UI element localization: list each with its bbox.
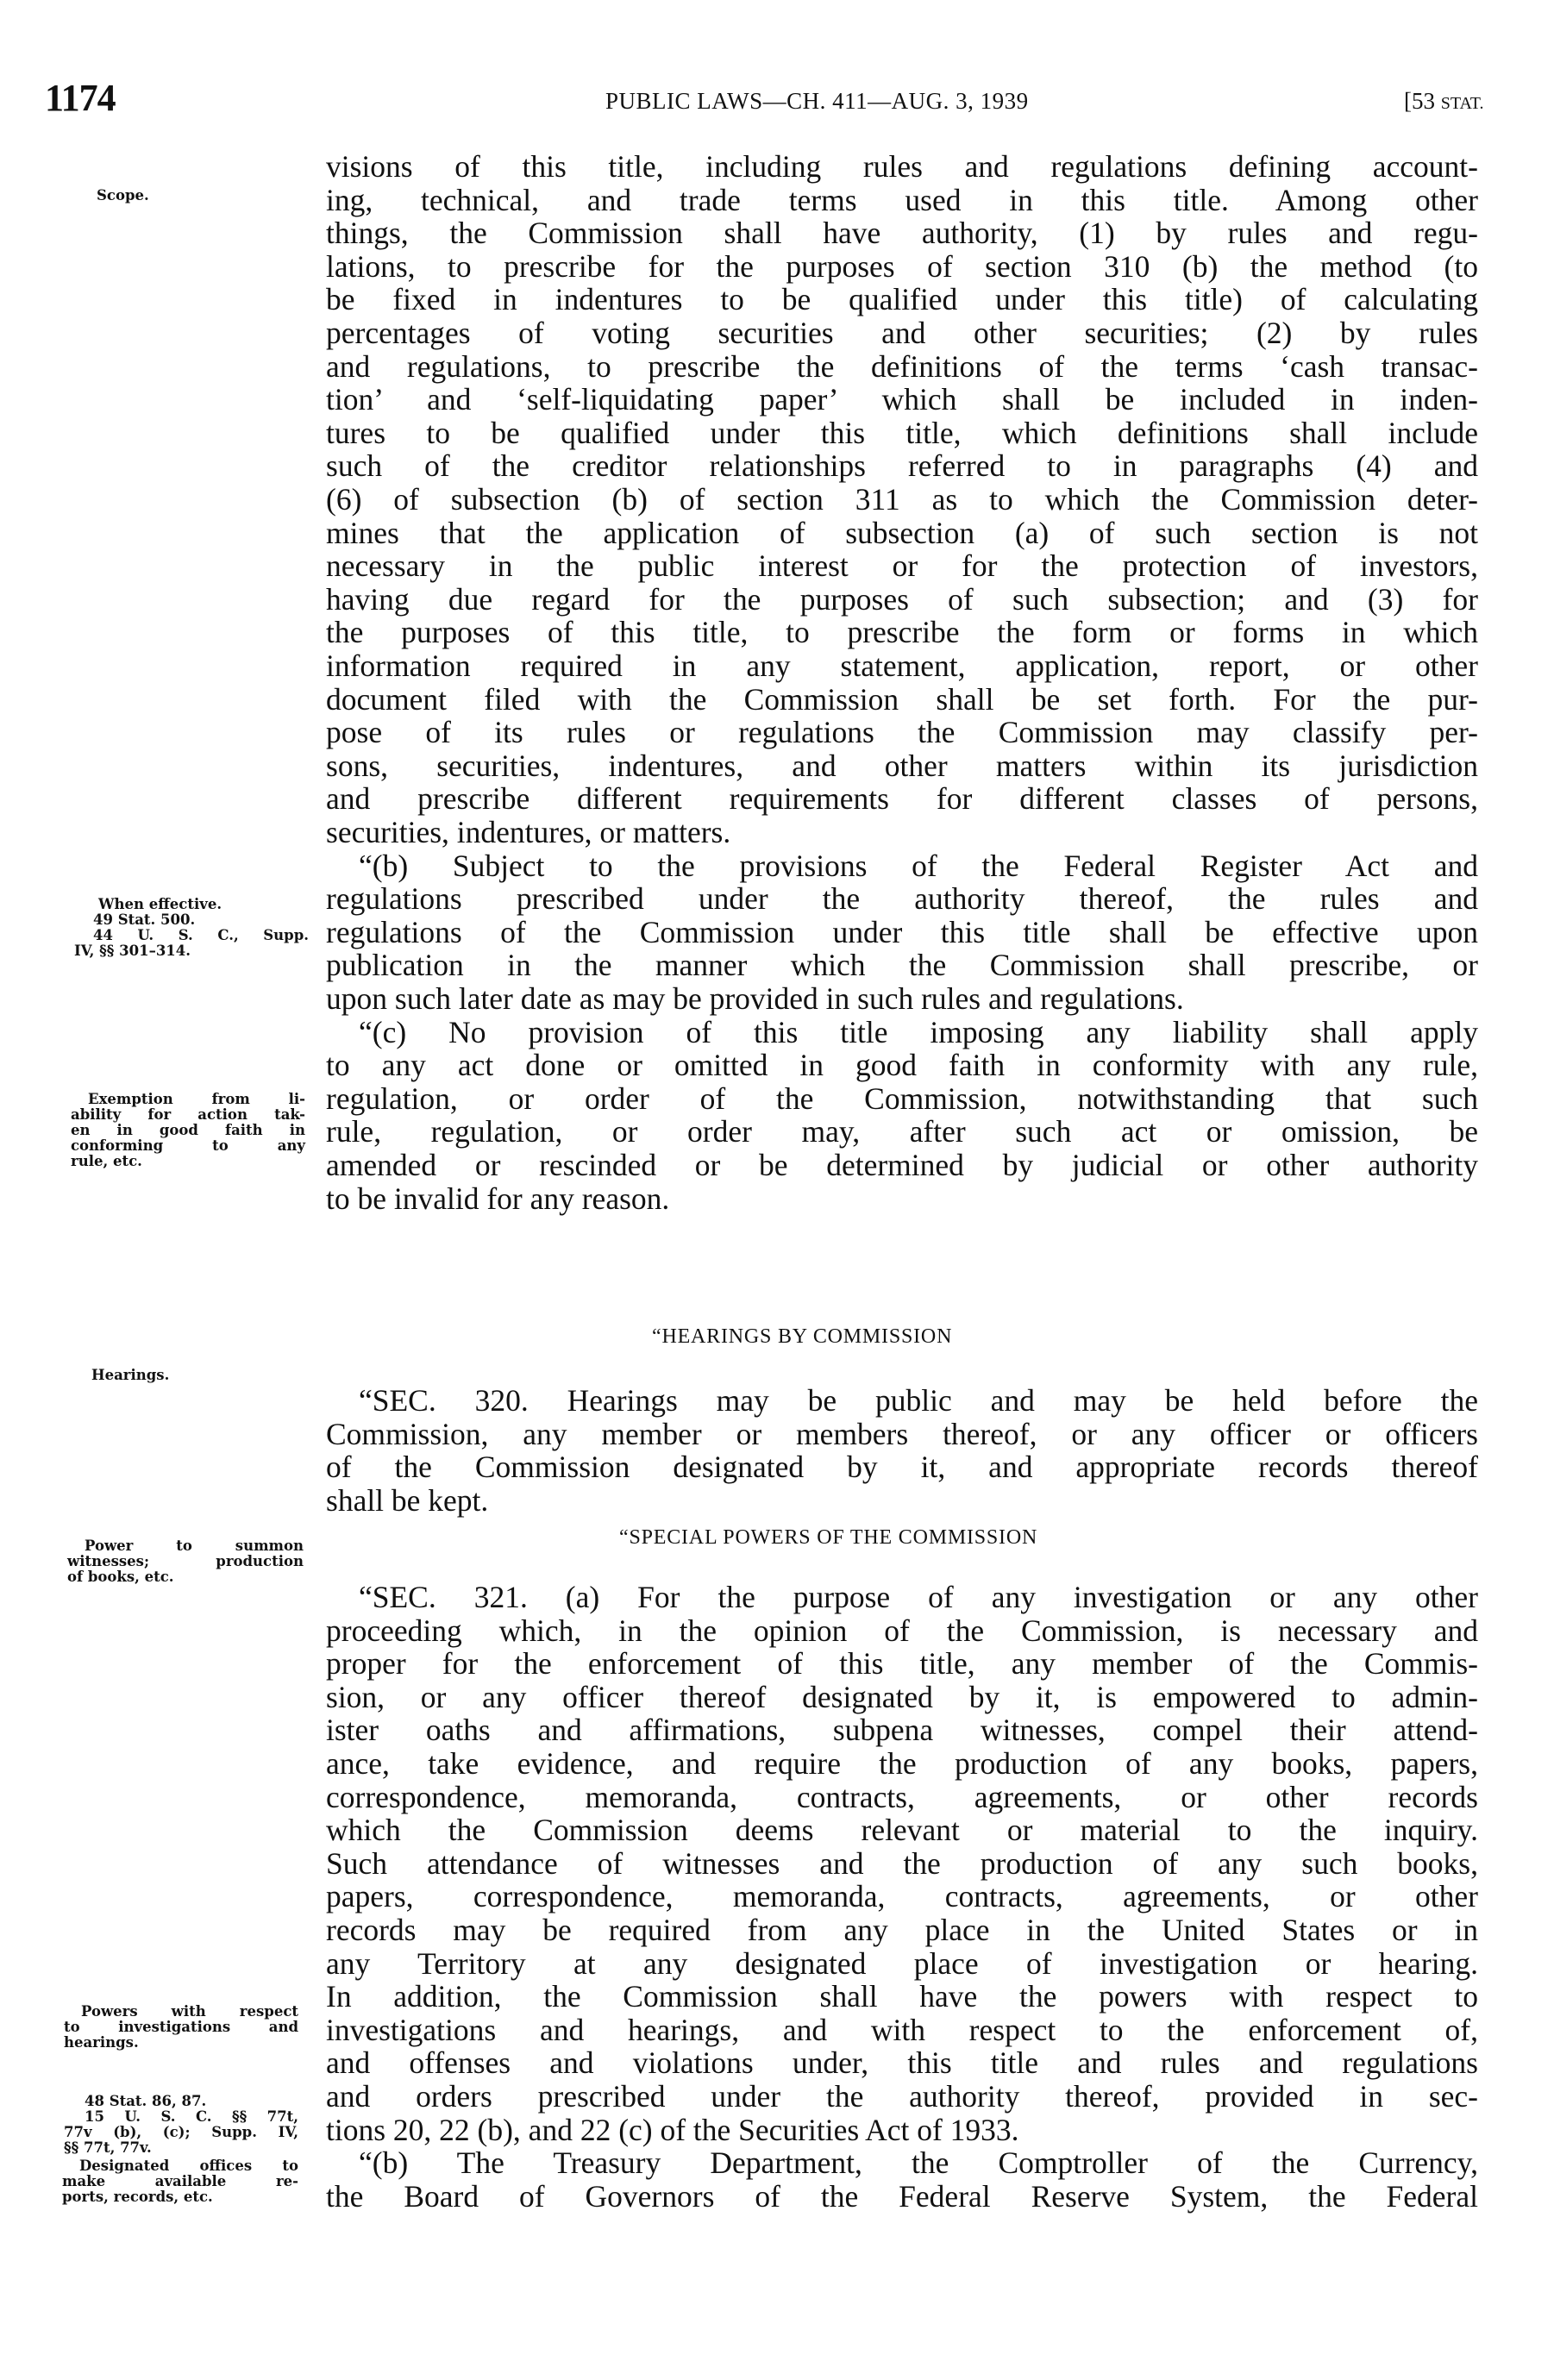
text-line: proceeding which, in the opinion of the Commission, is necessary and (326, 1613, 1478, 1648)
text-line: pose of its rules or regulations the Commission may classify per- (326, 715, 1478, 750)
text-line: “(b) The Treasury Department, the Comptroller of the Currency, (359, 2145, 1478, 2181)
text-line: the Board of Governors of the Federal Reserve System, the Federal (326, 2178, 1478, 2214)
text-line: proper for the enforcement of this title, any member of the Commis- (326, 1646, 1478, 1682)
text-line: “SEC. 321. (a) For the purpose of any investigation or any other (359, 1580, 1478, 1614)
text-line: and offenses and violations under, this title and rules and regulations (326, 2045, 1478, 2081)
text-line: tions 20, 22 (b), and 22 (c) of the Securities Act of 1933. (326, 2112, 1019, 2147)
margin-note-line: Powers with respect (81, 2003, 298, 2020)
margin-note-line: ability for action tak- (71, 1106, 305, 1123)
text-line: correspondence, memoranda, contracts, agreements, or other records (326, 1779, 1478, 1814)
margin-note-line: ports, records, etc. (62, 2189, 213, 2205)
text-line: visions of this title, including rules and regulations defining account- (326, 149, 1478, 184)
margin-note-line: make available re- (62, 2173, 298, 2189)
text-line: and regulations, to prescribe the definitions of the terms ‘cash transac- (326, 348, 1478, 384)
text-line: upon such later date as may be provided in such rules and regulations. (326, 981, 1184, 1016)
text-line: tures to be qualified under this title, which definitions shall include (326, 415, 1478, 450)
text-line: necessary in the public interest or for the protection of investors, (326, 548, 1478, 584)
margin-note-powers-with-respect (64, 2004, 298, 2051)
text-line: lations, to prescribe for the purposes of section 310 (b) the method (to (326, 248, 1478, 284)
text-line: percentages of voting securities and other securities; (2) by rules (326, 316, 1478, 350)
margin-note-line: Scope. (97, 187, 149, 204)
page-number: 1174 (45, 77, 116, 119)
margin-note-line: rule, etc. (71, 1153, 142, 1169)
margin-note-line: of books, etc. (67, 1569, 174, 1585)
text-line: “(c) No provision of this title imposing any liability shall apply (359, 1014, 1478, 1049)
margin-note-citations (64, 2094, 298, 2156)
text-line: ing, technical, and trade terms used in this title. Among other (326, 182, 1478, 217)
text-line: any Territory at any designated place of investigation or hearing. (326, 1945, 1478, 1981)
text-line: document filed with the Commission shall be set forth. For the pur- (326, 681, 1478, 717)
margin-note-hearings (91, 1368, 212, 1383)
margin-note-line: Hearings. (91, 1367, 170, 1383)
text-line: publication in the manner which the Commission shall prescribe, or (326, 948, 1478, 983)
margin-note-line: 49 Stat. 500. (93, 911, 196, 928)
text-line: Commission, any member or members thereof, or any officer or officers (326, 1416, 1478, 1451)
margin-note-scope (97, 188, 200, 204)
text-line: and orders prescribed under the authority thereof, provided in sec- (326, 2079, 1478, 2114)
margin-note-line: 44 U. S. C., Supp. (93, 927, 309, 943)
margin-note-exemption (71, 1092, 305, 1169)
statute-volume: [53 (1404, 88, 1441, 114)
text-line: information required in any statement, application, report, or other (326, 648, 1478, 683)
text-line: In addition, the Commission shall have the powers with respect to (326, 1979, 1478, 2014)
text-line: which the Commission deems relevant or material to the inquiry. (326, 1813, 1478, 1848)
margin-note-line: to investigations and (64, 2019, 298, 2035)
text-line: shall be kept. (326, 1482, 489, 1518)
section-heading-special-powers: “SPECIAL POWERS OF THE COMMISSION (619, 1526, 1038, 1549)
text-line: investigations and hearings, and with respect to the enforcement of, (326, 2012, 1478, 2047)
text-line: regulations prescribed under the authority thereof, the rules and (326, 881, 1478, 917)
text-line: ister oaths and affirmations, subpena witnesses, compel their attend- (326, 1713, 1478, 1748)
margin-note-line: 48 Stat. 86, 87. (85, 2093, 207, 2109)
margin-note-line: IV, §§ 301–314. (74, 943, 191, 959)
text-line: to any act done or omitted in good faith in conformity with any rule, (326, 1048, 1478, 1083)
text-line: regulations of the Commission under this title shall be effective upon (326, 914, 1478, 949)
text-line: tion’ and ‘self-liquidating paper’ which shall be included in inden- (326, 382, 1478, 417)
margin-note-line: Designated offices to (79, 2158, 298, 2174)
text-line: sons, securities, indentures, and other matters within its jurisdiction (326, 748, 1478, 783)
text-line: regulation, or order of the Commission, notwithstanding that such (326, 1080, 1478, 1116)
statute-reference (1404, 88, 1483, 115)
text-line: sion, or any officer thereof designated by it, is empowered to admin- (326, 1679, 1478, 1714)
margin-note-line: 15 U. S. C. §§ 77t, (85, 2108, 298, 2125)
text-line: ance, take evidence, and require the production of any books, papers, (326, 1746, 1478, 1781)
margin-note-line: conforming to any (71, 1137, 305, 1154)
text-line: amended or rescinded or be determined by judicial or other authority (326, 1148, 1478, 1182)
text-line: the purposes of this title, to prescribe the form or forms in which (326, 615, 1478, 650)
text-line: of the Commission designated by it, and appropriate records thereof (326, 1450, 1478, 1485)
margin-note-line: Exemption from li- (88, 1091, 305, 1107)
text-line: such of the creditor relationships referred to in paragraphs (4) and (326, 448, 1478, 484)
page-header (0, 76, 1554, 119)
text-line: records may be required from any place in the United States or in (326, 1913, 1478, 1947)
text-line: “(b) Subject to the provisions of the Federal Register Act and (359, 848, 1478, 883)
margin-note-line: §§ 77t, 77v. (64, 2139, 152, 2156)
margin-note-line: en in good faith in (71, 1122, 305, 1138)
margin-note-designated-offices (62, 2158, 298, 2205)
text-line: “SEC. 320. Hearings may be public and may be held before the (359, 1383, 1478, 1418)
text-line: things, the Commission shall have authority, (1) by rules and regu- (326, 216, 1478, 251)
text-line: rule, regulation, or order may, after such act or omission, be (326, 1114, 1478, 1149)
margin-note-line: witnesses; production (67, 1553, 304, 1569)
running-head: PUBLIC LAWS—CH. 411—AUG. 3, 1939 (605, 88, 1029, 114)
text-line: (6) of subsection (b) of section 311 as to which the Commission deter- (326, 482, 1478, 517)
section-heading-hearings: “HEARINGS BY COMMISSION (652, 1325, 953, 1348)
text-line: Such attendance of witnesses and the production of any such books, (326, 1845, 1478, 1881)
text-line: be fixed in indentures to be qualified under this title) of calculating (326, 282, 1478, 317)
text-line: mines that the application of subsection (a) of such section is not (326, 515, 1478, 550)
margin-note-line: 77v (b), (c); Supp. IV, (64, 2124, 298, 2140)
text-line: securities, indentures, or matters. (326, 815, 731, 849)
margin-note-when-effective (74, 897, 307, 959)
margin-note-line: hearings. (64, 2034, 139, 2051)
margin-note-line: Power to summon (85, 1538, 304, 1554)
statute-label: STAT. (1440, 94, 1484, 113)
text-line: having due regard for the purposes of such subsection; and (3) for (326, 581, 1478, 617)
text-line: papers, correspondence, memoranda, contracts, agreements, or other (326, 1879, 1478, 1914)
margin-note-power-to-summon (67, 1538, 304, 1585)
text-line: and prescribe different requirements for different classes of persons, (326, 781, 1478, 817)
text-line: to be invalid for any reason. (326, 1181, 670, 1216)
margin-note-line: When effective. (98, 896, 222, 912)
